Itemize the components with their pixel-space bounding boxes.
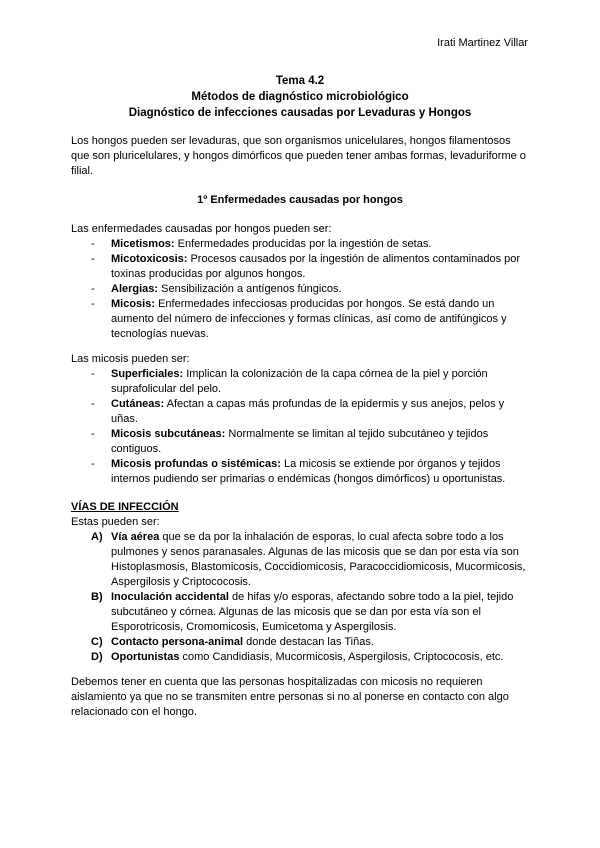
list-item — [91, 635, 531, 650]
item-text: Normalmente se limitan al tejido subcutáneo y tejidos contiguos. — [111, 428, 489, 455]
item-marker: D) — [91, 651, 103, 663]
item-label: Superficiales: — [111, 368, 184, 380]
item-label: Alergias: — [111, 283, 159, 295]
micosis-list — [91, 367, 531, 487]
list-item — [91, 457, 531, 487]
enfermedades-block — [71, 222, 531, 342]
item-label: Micetismos: — [111, 238, 175, 250]
item-label: Micosis: — [111, 298, 156, 310]
list-item — [91, 530, 531, 590]
document-title — [0, 73, 600, 121]
list-item — [91, 282, 531, 297]
list-item — [91, 297, 531, 342]
item-text: de hifas y/o esporas, afectando sobre todo a la piel, tejido subcutáneo y córnea. Algunas de las micosis que se dan por esta vía son el Esporotricosis, Cromomicosis, Eumicetoma y Aspergilosis. — [111, 591, 514, 633]
list-item — [91, 252, 531, 282]
item-label: Micosis profundas o sistémicas: — [111, 458, 281, 470]
vias-list — [91, 530, 531, 665]
item-text: que se da por la inhalación de esporas, lo cual afecta sobre todo a los pulmones y senos paranasales. Algunas de las micosis que se dan por esta vía son Histoplasmosis, Blastomicosis, Coccidiomicosis, Paracoccidiomicosis, Mucormicosis, Aspergilosis y Criptococosis. — [111, 531, 526, 588]
item-text: donde destacan las Tiñas. — [243, 636, 374, 648]
intro-paragraph: Los hongos pueden ser levaduras, que son organismos unicelulares, hongos filamentosos que son pluricelulares, y hongos dimórficos que pueden tener ambas formas, levaduriforme o filial. — [71, 135, 526, 177]
item-label: Micotoxicosis: — [111, 253, 188, 265]
item-label: Vía aérea — [111, 531, 160, 543]
item-label: Cutáneas: — [111, 398, 165, 410]
micosis-lead: Las micosis pueden ser: — [71, 353, 190, 365]
vias-block — [71, 500, 531, 665]
closing-paragraph: Debemos tener en cuenta que las personas hospitalizadas con micosis no requieren aislamiento ya que no se transmiten entre personas si no al ponerse en contacto con algo relacionado con el hongo. — [71, 676, 509, 718]
item-marker: C) — [91, 636, 103, 648]
title-line-3: Diagnóstico de infecciones causadas por Levaduras y Hongos — [128, 107, 472, 119]
title-line-2: Métodos de diagnóstico microbiológico — [191, 91, 409, 103]
item-text: Sensibilización a antígenos fúngicos. — [158, 283, 342, 295]
list-item — [91, 397, 531, 427]
title-line-1: Tema 4.2 — [275, 75, 325, 87]
item-label: Contacto persona-animal — [111, 636, 244, 648]
item-label: Inoculación accidental — [111, 591, 229, 603]
item-text: Enfermedades infecciosas producidas por hongos. Se está dando un aumento del número de infecciones y formas clínicas, así como de antifúngicos y tecnologías nuevas. — [111, 298, 507, 340]
vias-title: VÍAS DE INFECCIÓN — [71, 501, 179, 513]
list-item — [91, 367, 531, 397]
item-label: Micosis subcutáneas: — [111, 428, 226, 440]
item-text: Implican la colonización de la capa córnea de la piel y porción suprafolicular del pelo. — [111, 368, 488, 395]
enfermedades-lead: Las enfermedades causadas por hongos pueden ser: — [71, 223, 332, 235]
item-text: Afectan a capas más profundas de la epidermis y sus anejos, pelos y uñas. — [111, 398, 505, 425]
item-marker: A) — [91, 531, 103, 543]
item-label: Oportunistas — [111, 651, 180, 663]
item-marker: B) — [91, 591, 103, 603]
item-text: Enfermedades producidas por la ingestión de setas. — [174, 238, 432, 250]
item-text: La micosis se extiende por órganos y tejidos internos pudiendo ser primarias o endémicas (hongos dimórficos) u oportunistas. — [111, 458, 506, 485]
list-item — [91, 237, 531, 252]
micosis-block — [71, 352, 531, 487]
enfermedades-list — [91, 237, 531, 342]
vias-lead: Estas pueden ser: — [71, 516, 160, 528]
list-item — [91, 650, 531, 665]
section-heading: 1º Enfermedades causadas por hongos — [197, 194, 403, 206]
item-text: como Candidiasis, Mucormicosis, Aspergilosis, Criptococosis, etc. — [179, 651, 504, 663]
list-item — [91, 590, 531, 635]
list-item — [91, 427, 531, 457]
author-name: Irati Martinez Villar — [437, 37, 528, 49]
item-text: Procesos causados por la ingestión de alimentos contaminados por toxinas producidas por algunos hongos. — [111, 253, 521, 280]
